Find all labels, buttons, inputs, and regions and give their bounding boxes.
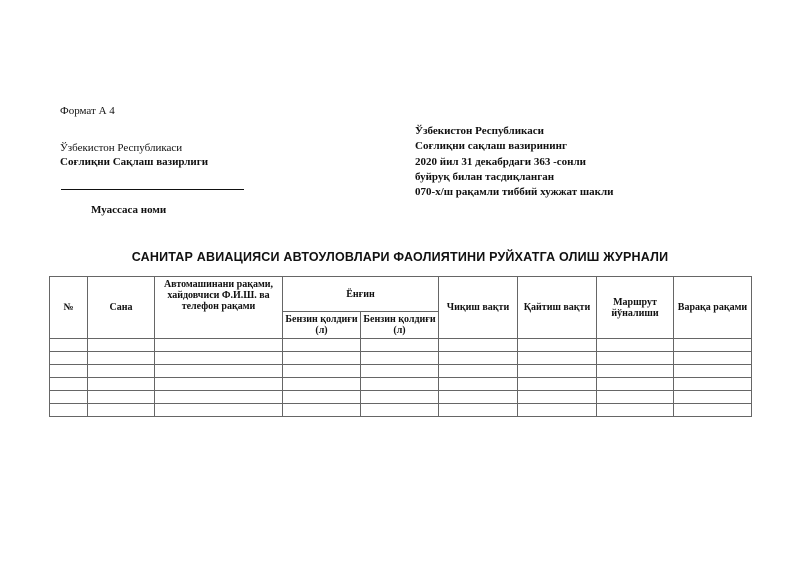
table-cell[interactable]: [361, 352, 439, 365]
table-cell[interactable]: [597, 404, 674, 417]
table-row: [50, 352, 752, 365]
right-header-line1: Ўзбекистон Республикаси: [415, 125, 544, 137]
table-cell[interactable]: [597, 391, 674, 404]
table-cell[interactable]: [674, 378, 752, 391]
right-header-line2: Соғлиқни сақлаш вазирининг: [415, 140, 567, 152]
table-cell[interactable]: [518, 404, 597, 417]
col-sheet-header: Варақа рақами: [674, 277, 752, 339]
table-cell[interactable]: [155, 365, 283, 378]
table-cell[interactable]: [50, 339, 88, 352]
col-date-header: Сана: [88, 277, 155, 339]
col-fuel-sub1-header: Бензин қолдиғи (л): [283, 312, 361, 339]
table-cell[interactable]: [439, 365, 518, 378]
col-vehicle-header: Автомашинани рақами, хайдовчиси Ф.И.Ш. ва телефон рақами: [155, 277, 283, 339]
institution-name-label: Муассаса номи: [91, 204, 167, 216]
table-cell[interactable]: [518, 339, 597, 352]
table-cell[interactable]: [674, 404, 752, 417]
table-cell[interactable]: [674, 391, 752, 404]
table-cell[interactable]: [439, 339, 518, 352]
table-cell[interactable]: [518, 391, 597, 404]
table-cell[interactable]: [88, 339, 155, 352]
table-row: [50, 404, 752, 417]
table-cell[interactable]: [50, 378, 88, 391]
table-cell[interactable]: [597, 339, 674, 352]
table-cell[interactable]: [597, 352, 674, 365]
col-departure-header: Чиқиш вақти: [439, 277, 518, 339]
right-header-line4: буйруқ билан тасдиқланган: [415, 171, 555, 183]
table-cell[interactable]: [518, 378, 597, 391]
table-cell[interactable]: [674, 339, 752, 352]
table-cell[interactable]: [283, 365, 361, 378]
table-cell[interactable]: [518, 352, 597, 365]
table-cell[interactable]: [50, 391, 88, 404]
table-cell[interactable]: [88, 378, 155, 391]
table-cell[interactable]: [283, 352, 361, 365]
table-cell[interactable]: [361, 378, 439, 391]
table-cell[interactable]: [361, 339, 439, 352]
table-row: [50, 365, 752, 378]
institution-name-line: [61, 189, 244, 190]
col-fuel-group-header: Ёнғин: [283, 277, 439, 312]
table-cell[interactable]: [597, 378, 674, 391]
table-cell[interactable]: [155, 404, 283, 417]
table-cell[interactable]: [361, 404, 439, 417]
table-cell[interactable]: [439, 391, 518, 404]
table-cell[interactable]: [361, 391, 439, 404]
table-cell[interactable]: [50, 404, 88, 417]
table-row: [50, 378, 752, 391]
table-row: [50, 339, 752, 352]
left-header-country: Ўзбекистон Республикаси: [60, 142, 183, 154]
table-cell[interactable]: [88, 404, 155, 417]
col-return-header: Қайтиш вақти: [518, 277, 597, 339]
table-cell[interactable]: [597, 365, 674, 378]
col-route-header: Маршрут йўналиши: [597, 277, 674, 339]
table-cell[interactable]: [439, 352, 518, 365]
table-cell[interactable]: [518, 365, 597, 378]
table-cell[interactable]: [283, 391, 361, 404]
table-cell[interactable]: [283, 404, 361, 417]
table-cell[interactable]: [361, 365, 439, 378]
table-cell[interactable]: [674, 352, 752, 365]
journal-title: САНИТАР АВИАЦИЯСИ АВТОУЛОВЛАРИ ФАОЛИЯТИНИ РУЙХАТГА ОЛИШ ЖУРНАЛИ: [131, 250, 669, 264]
format-label: Формат А 4: [60, 105, 115, 117]
table-cell[interactable]: [439, 404, 518, 417]
journal-table: [49, 276, 752, 417]
table-cell[interactable]: [674, 365, 752, 378]
table-cell[interactable]: [155, 391, 283, 404]
col-fuel-sub2-header: Бензин қолдиғи (л): [361, 312, 439, 339]
journal-table-body: [50, 339, 752, 417]
table-cell[interactable]: [50, 352, 88, 365]
table-cell[interactable]: [88, 352, 155, 365]
right-header-line5: 070-х/ш рақамли тиббий хужжат шакли: [415, 186, 614, 198]
table-cell[interactable]: [283, 339, 361, 352]
table-cell[interactable]: [88, 391, 155, 404]
table-cell[interactable]: [50, 365, 88, 378]
left-header-ministry: Соғлиқни Сақлаш вазирлиги: [60, 156, 209, 168]
right-header-line3: 2020 йил 31 декабрдаги 363 -сонли: [415, 156, 586, 168]
table-cell[interactable]: [439, 378, 518, 391]
table-cell[interactable]: [283, 378, 361, 391]
table-row: [50, 391, 752, 404]
table-cell[interactable]: [155, 339, 283, 352]
col-number-header: №: [50, 277, 88, 339]
table-cell[interactable]: [88, 365, 155, 378]
table-cell[interactable]: [155, 352, 283, 365]
table-cell[interactable]: [155, 378, 283, 391]
